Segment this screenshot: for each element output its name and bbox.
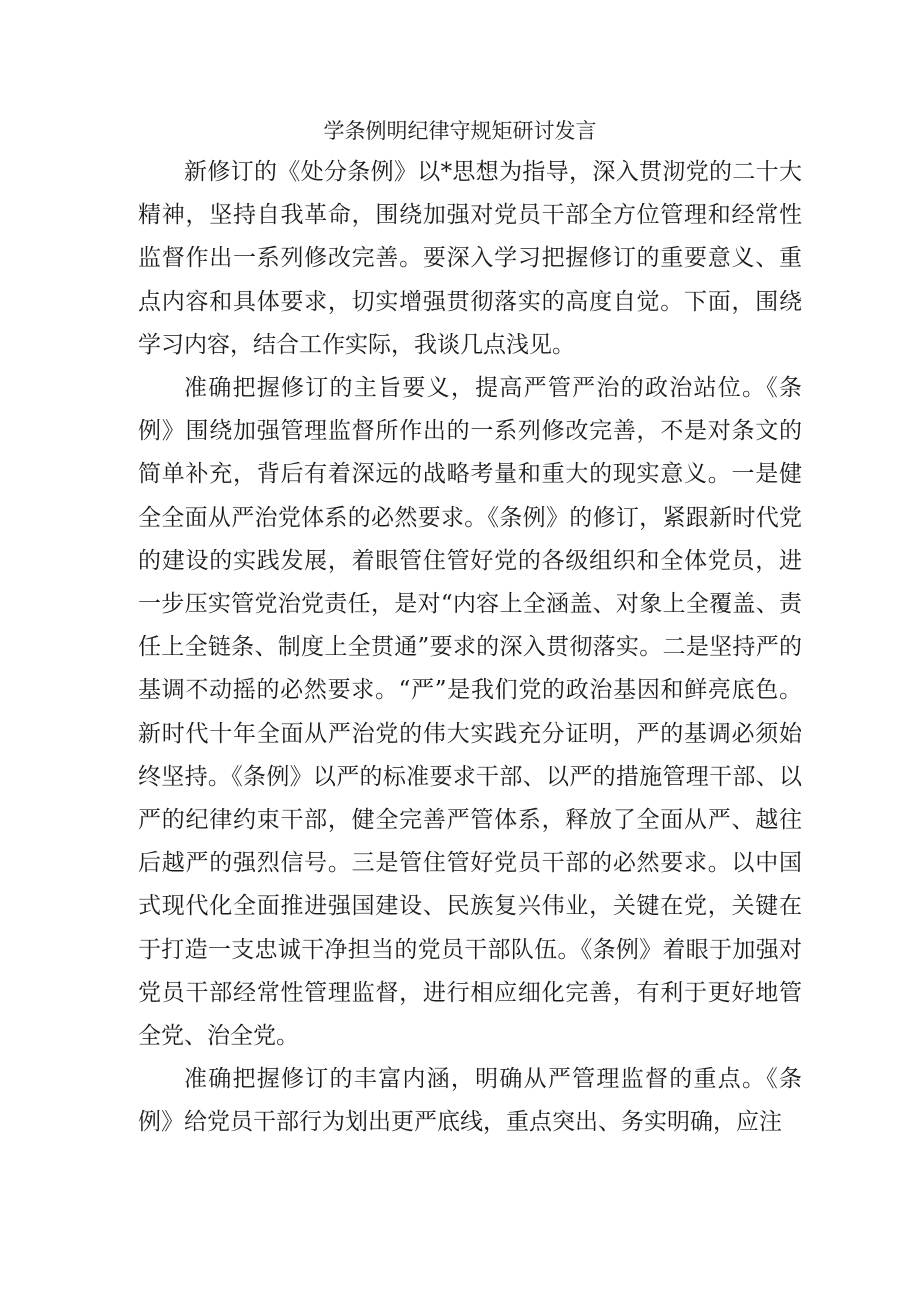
paragraph: 准确把握修订的主旨要义，提高严管严治的政治站位。《条例》围绕加强管理监督所作出的一系列修改完善，不是对条文的简单补充，背后有着深远的战略考量和重大的现实意义。一是健全全面从严治党体系的必然要求。《条例》的修订，紧跟新时代党的建设的实践发展，着眼管住管好党的各级组织和全体党员，进一步压实管党治党责任，是对“内容上全涵盖、对象上全覆盖、责任上全链条、制度上全贯通”要求的深入贯彻落实。二是坚持严的基调不动摇的必然要求。“严”是我们党的政治基因和鲜亮底色。新时代十年全面从严治党的伟大实践充分证明，严的基调必须始终坚持。《条例》以严的标准要求干部、以严的措施管理干部、以严的纪律约束干部，健全完善严管体系，释放了全面从严、越往后越严的强烈信号。三是管住管好党员干部的必然要求。以中国式现代化全面推进强国建设、民族复兴伟业，关键在党，关键在于打造一支忠诚干净担当的党员干部队伍。《条例》着眼于加强对党员干部经常性管理监督，进行相应细化完善，有利于更好地管全党、治全党。 (138, 375, 802, 1050)
document-body (138, 151, 802, 1145)
paragraph: 新修订的《处分条例》以*思想为指导，深入贯沏党的二十大精神，坚持自我革命，围绕加强对党员干部全方位管理和经常性监督作出一系列修改完善。要深入学习把握修订的重要意义、重点内容和具体要求，切实增强贯彻落实的高度自觉。下面，围绕学习内容，结合工作实际，我谈几点浅见。 (138, 159, 802, 358)
paragraph: 准确把握修订的丰富内涵，明确从严管理监督的重点。《条例》给党员干部行为划出更严底线，重点突出、务实明确，应注 (138, 1066, 802, 1136)
document-title: 学条例明纪律守规矩研讨发言 (323, 119, 597, 143)
